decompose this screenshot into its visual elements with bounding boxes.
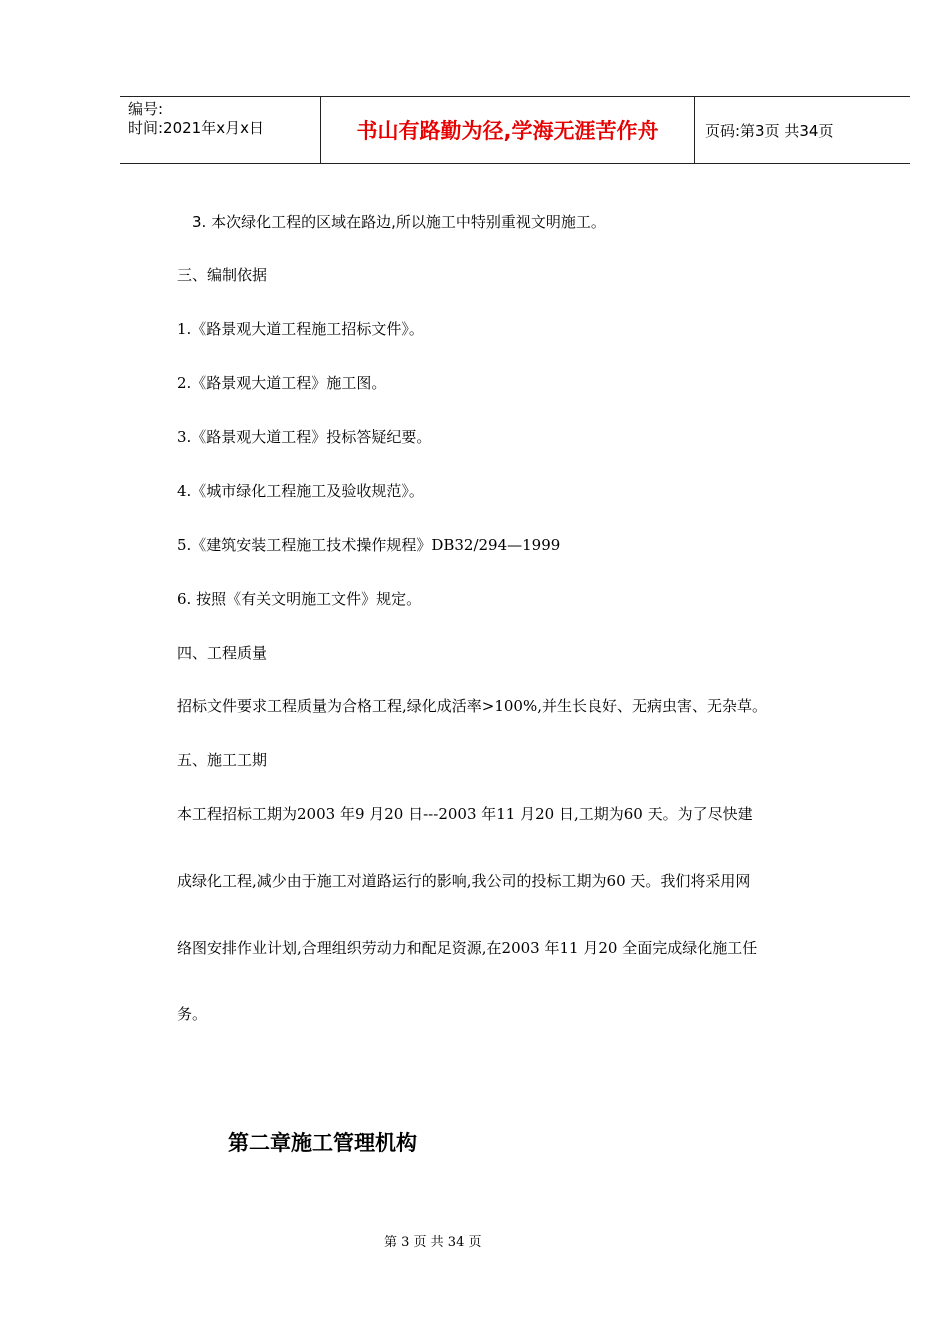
basis-item-2: 2.《路景观大道工程》施工图。 <box>177 374 387 392</box>
schedule-line-3: 络图安排作业计划,合理组织劳动力和配足资源,在2003 年11 月20 全面完成绿化施工任 <box>177 939 758 957</box>
chapter-title: 第二章施工管理机构 <box>228 1131 417 1155</box>
header-page-info: 页码:第3页 共34页 <box>705 122 834 140</box>
header-time-label: 时间:2021年x月x日 <box>128 119 264 137</box>
basis-item-4: 4.《城市绿化工程施工及验收规范》。 <box>177 482 424 500</box>
schedule-line-2: 成绿化工程,减少由于施工对道路运行的影响,我公司的投标工期为60 天。我们将采用网 <box>177 872 751 890</box>
section4-heading: 四、工程质量 <box>177 644 268 662</box>
schedule-line-4: 务。 <box>177 1005 208 1023</box>
header-number-label: 编号: <box>128 100 164 118</box>
basis-item-6: 6. 按照《有关文明施工文件》规定。 <box>177 590 422 608</box>
document-header <box>120 96 910 164</box>
basis-item-5: 5.《建筑安装工程施工技术操作规程》DB32/294—1999 <box>177 536 561 554</box>
basis-item-1: 1.《路景观大道工程施工招标文件》。 <box>177 320 424 338</box>
page-footer: 第 3 页 共 34 页 <box>384 1235 482 1250</box>
schedule-line-1: 本工程招标工期为2003 年9 月20 日---2003 年11 月20 日,工期为60 天。为了尽快建 <box>177 805 753 823</box>
section3-heading: 三、编制依据 <box>177 266 268 284</box>
section5-heading: 五、施工工期 <box>177 751 268 769</box>
header-motto: 书山有路勤为径,学海无涯苦作舟 <box>321 97 695 163</box>
header-meta-cell <box>120 97 321 163</box>
basis-item-3: 3.《路景观大道工程》投标答疑纪要。 <box>177 428 432 446</box>
item3-intro: 3. 本次绿化工程的区域在路边,所以施工中特别重视文明施工。 <box>192 213 606 231</box>
quality-text: 招标文件要求工程质量为合格工程,绿化成活率>100%,并生长良好、无病虫害、无杂草。 <box>177 697 767 715</box>
